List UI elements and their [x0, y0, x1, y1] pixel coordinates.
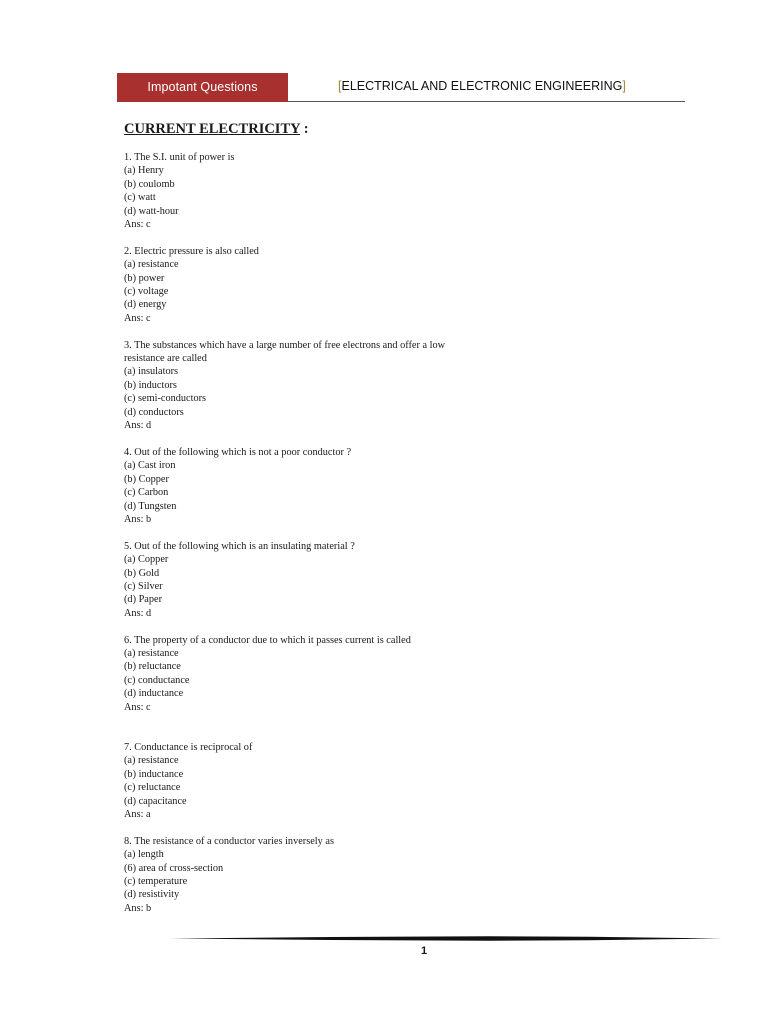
question-text: 8. The resistance of a conductor varies inversely as: [124, 835, 334, 847]
question-option: (b) reluctance: [124, 661, 181, 673]
question-text: 4. Out of the following which is not a poor conductor ?: [124, 446, 352, 458]
question-8: [124, 835, 604, 915]
question-answer: Ans: c: [124, 312, 151, 324]
question-text: 3. The substances which have a large number of free electrons and offer a low: [124, 339, 446, 351]
question-option: (a) resistance: [124, 755, 179, 767]
question-gap: [124, 526, 604, 539]
question-option: (b) inductance: [124, 768, 184, 780]
question-option: (c) conductance: [124, 674, 190, 686]
question-text: 6. The property of a conductor due to which it passes current is called: [124, 634, 411, 646]
question-option: (c) reluctance: [124, 782, 181, 794]
question-option: (c) Carbon: [124, 487, 169, 499]
question-option: (c) semi-conductors: [124, 393, 207, 405]
question-gap: [124, 325, 604, 338]
question-text: 5. Out of the following which is an insulating material ?: [124, 540, 355, 552]
question-7: [124, 741, 604, 821]
header-rule: [288, 101, 685, 102]
question-2: [124, 245, 604, 325]
question-gap: [124, 620, 604, 633]
question-option: (c) watt: [124, 192, 156, 204]
header-bracket-close: ]: [622, 79, 626, 93]
question-option: (b) Copper: [124, 473, 169, 485]
section-title: [124, 121, 309, 138]
question-option: (a) Henry: [124, 165, 164, 177]
question-option: (a) Copper: [124, 554, 169, 566]
question-option: (c) Silver: [124, 580, 163, 592]
question-text: 7. Conductance is reciprocal of: [124, 741, 253, 753]
question-option: (a) length: [124, 849, 164, 861]
question-option: (b) coulomb: [124, 178, 175, 190]
question-option: (a) Cast iron: [124, 460, 176, 472]
question-option: (d) Tungsten: [124, 500, 177, 512]
question-answer: Ans: b: [124, 902, 152, 914]
question-text: 1. The S.I. unit of power is: [124, 152, 235, 163]
question-answer: Ans: d: [124, 607, 152, 619]
question-gap: [124, 433, 604, 446]
question-option: (b) inductors: [124, 379, 177, 391]
question-answer: Ans: d: [124, 420, 152, 432]
question-option: (c) temperature: [124, 876, 188, 888]
question-option: (d) energy: [124, 299, 167, 311]
question-option: (c) voltage: [124, 286, 169, 298]
question-text-continued: resistance are called: [124, 353, 207, 365]
header-bracket-open: [: [338, 79, 342, 93]
question-option: (d) inductance: [124, 688, 184, 700]
question-option: (d) watt-hour: [124, 205, 179, 217]
question-gap: [124, 821, 604, 834]
question-text: 2. Electric pressure is also called: [124, 245, 259, 257]
header-title: [338, 79, 626, 93]
question-answer: Ans: c: [124, 219, 151, 231]
question-option: (b) Gold: [124, 567, 160, 579]
question-gap: [124, 714, 604, 741]
question-option: (6) area of cross-section: [124, 862, 224, 874]
question-option: (d) resistivity: [124, 889, 180, 901]
question-option: (a) resistance: [124, 647, 179, 659]
question-list: [124, 151, 604, 915]
section-title-text: CURRENT ELECTRICITY: [124, 121, 301, 137]
header-tab: Impotant Questions: [117, 73, 288, 102]
question-4: [124, 446, 604, 526]
question-answer: Ans: a: [124, 809, 151, 821]
question-option: (d) Paper: [124, 594, 163, 606]
question-5: [124, 540, 604, 620]
question-option: (d) conductors: [124, 406, 184, 418]
question-6: [124, 634, 604, 714]
section-title-suffix: :: [300, 121, 309, 137]
footer-rule: [170, 936, 722, 941]
question-option: (a) insulators: [124, 366, 179, 378]
header-title-text: ELECTRICAL AND ELECTRONIC ENGINEERING: [341, 79, 623, 93]
question-option: (d) capacitance: [124, 795, 187, 807]
question-option: (b) power: [124, 272, 165, 284]
question-answer: Ans: b: [124, 513, 152, 525]
question-answer: Ans: c: [124, 701, 151, 713]
question-gap: [124, 231, 604, 244]
page-number: 1: [420, 945, 428, 957]
question-option: (a) resistance: [124, 259, 179, 271]
question-1: [124, 151, 604, 231]
question-3: [124, 339, 604, 433]
